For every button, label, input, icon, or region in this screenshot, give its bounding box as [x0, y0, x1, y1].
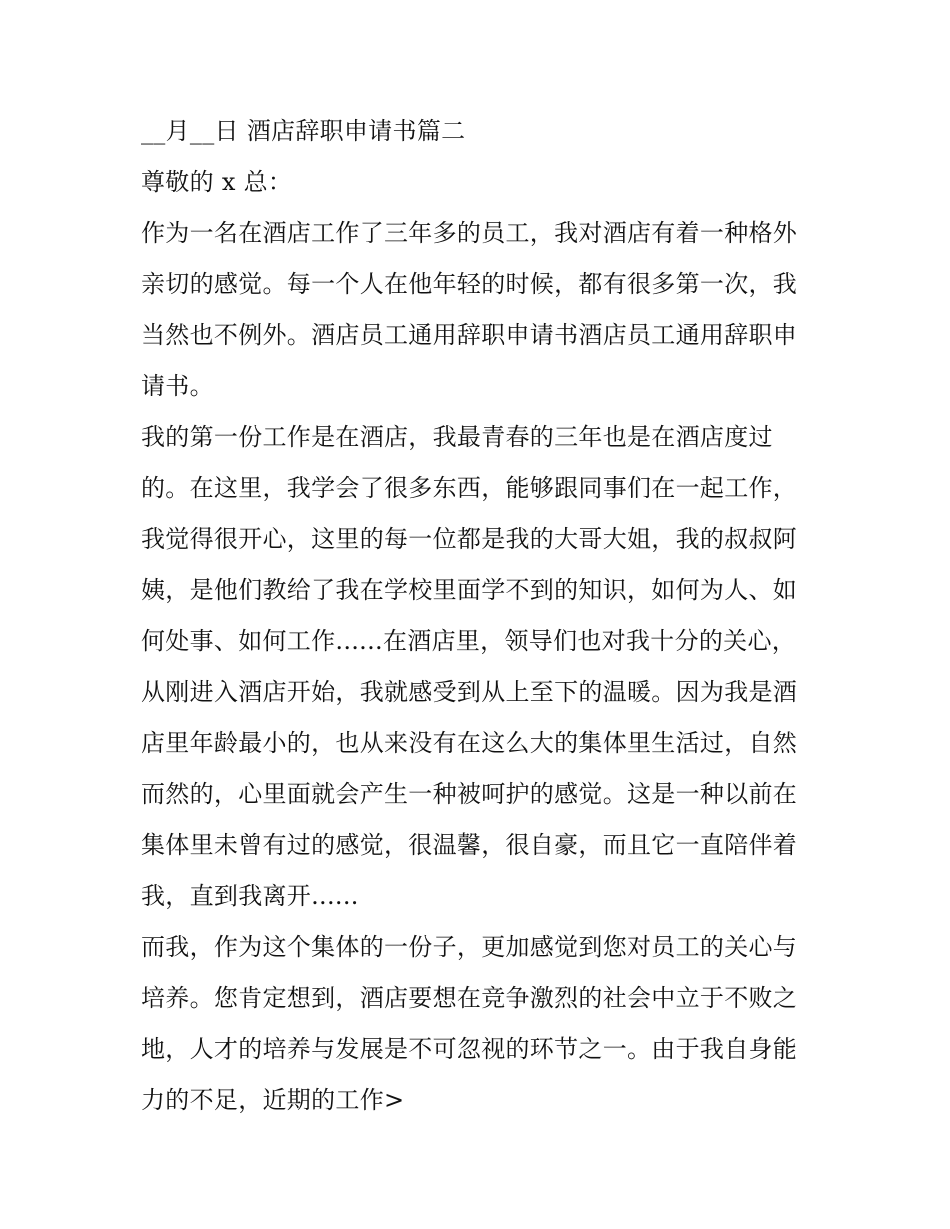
body-line: 的。在这里，我学会了很多东西，能够跟同事们在一起工作，	[141, 474, 798, 502]
body-line: 当然也不例外。酒店员工通用辞职申请书酒店员工通用辞职申	[141, 321, 798, 349]
body-line: 何处事、如何工作......在酒店里，领导们也对我十分的关心，	[141, 627, 797, 655]
body-line: 培养。您肯定想到，酒店要想在竞争激烈的社会中立于不败之	[141, 984, 798, 1012]
body-line: 姨，是他们教给了我在学校里面学不到的知识，如何为人、如	[141, 576, 798, 604]
document-heading: __月__日 酒店辞职申请书篇二	[141, 117, 466, 145]
body-line: 请书。	[141, 372, 214, 400]
body-line: 而我，作为这个集体的一份子，更加感觉到您对员工的关心与	[141, 933, 798, 961]
body-line: 我的第一份工作是在酒店，我最青春的三年也是在酒店度过	[141, 423, 773, 451]
body-line: 集体里未曾有过的感觉，很温馨，很自豪，而且它一直陪伴着	[141, 831, 798, 859]
body-line: 我，直到我离开......	[141, 882, 359, 910]
body-line: 我觉得很开心，这里的每一位都是我的大哥大姐，我的叔叔阿	[141, 525, 798, 553]
body-line: 从刚进入酒店开始，我就感受到从上至下的温暖。因为我是酒	[141, 678, 798, 706]
document-body	[141, 106, 821, 1126]
body-line: 力的不足，近期的工作>	[141, 1086, 405, 1114]
salutation: 尊敬的 x 总：	[141, 168, 293, 196]
body-line: 店里年龄最小的，也从来没有在这么大的集体里生活过，自然	[141, 729, 798, 757]
body-line: 作为一名在酒店工作了三年多的员工，我对酒店有着一种格外	[141, 219, 798, 247]
body-line: 地，人才的培养与发展是不可忽视的环节之一。由于我自身能	[141, 1035, 798, 1063]
body-line: 而然的，心里面就会产生一种被呵护的感觉。这是一种以前在	[141, 780, 798, 808]
body-line: 亲切的感觉。每一个人在他年轻的时候，都有很多第一次，我	[141, 270, 798, 298]
